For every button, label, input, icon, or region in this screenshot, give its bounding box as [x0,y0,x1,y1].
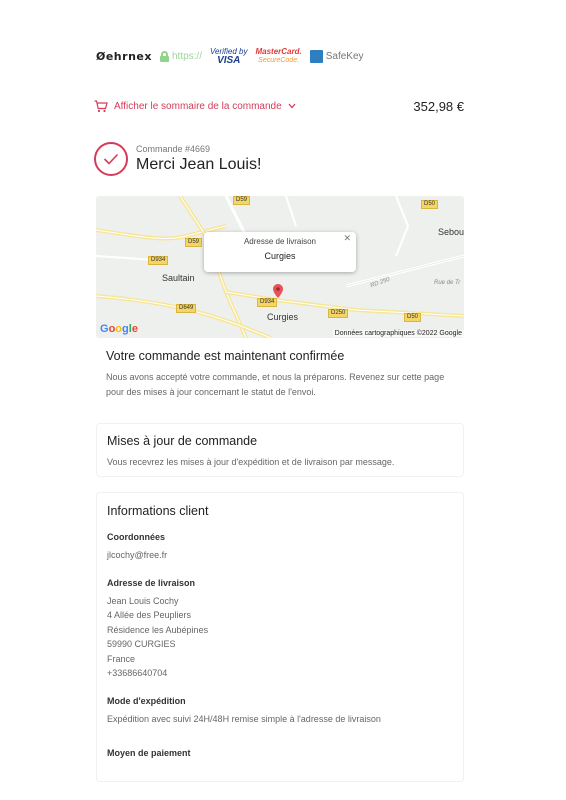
road-label: D934 [148,256,168,265]
shipping-address [107,594,453,681]
confirmation-header [94,142,261,176]
order-summary-bar [94,96,464,116]
map-attribution: Données cartographiques ©2022 Google [334,330,462,337]
order-updates-text: Vous recevrez les mises à jour d'expédition et de livraison par message. [107,457,395,467]
client-info-card [96,492,464,782]
order-updates-title: Mises à jour de commande [107,434,258,448]
street-label: Rue de Tr [434,280,461,286]
map-pin-icon[interactable] [273,284,283,298]
road-label: D59 [233,196,250,205]
address-line: France [107,653,136,664]
close-icon[interactable]: ✕ [343,233,351,243]
address-line: 59990 CURGIES [107,639,176,649]
road-name: RD 250 [369,276,391,290]
verified-by-visa-logo: Verified by VISA [209,47,248,66]
place-label: Curgies [267,312,299,322]
payment-method-label: Moyen de paiement [107,748,191,758]
contact-label: Coordonnées [107,532,166,542]
https-badge [160,51,202,62]
order-confirmed-card [96,346,464,410]
road-label: D649 [176,304,196,313]
popup-city: Curgies [264,251,296,261]
place-label: Saultain [162,273,195,283]
order-updates-card [96,423,464,477]
road-label: D250 [328,309,348,318]
thank-you-heading: Merci Jean Louis! [136,156,262,173]
mastercard-securecode-logo: MasterCard. SecureCode. [255,47,302,64]
road-label: D934 [257,298,277,307]
shipping-address-label: Adresse de livraison [107,577,196,588]
address-line: Résidence les Aubépines [107,624,209,635]
trust-badges [96,44,364,68]
lock-icon [160,51,169,62]
delivery-map[interactable] [96,196,464,338]
address-line: Jean Louis Cochy [107,595,179,606]
road-label: D50 [404,313,421,322]
popup-title: Adresse de livraison [243,237,317,246]
check-circle-icon [94,142,128,176]
shipping-method-label: Mode d'expédition [107,695,186,706]
order-total: 352,98 € [413,98,464,114]
https-label: https:// [171,50,202,62]
place-label: Sebou [438,227,464,237]
cart-icon [94,100,108,113]
amex-icon [310,50,323,63]
map-info-popup [204,232,356,272]
brand-logo: Øehrnex [96,49,152,63]
contact-email: jlcochy@free.fr [107,550,168,560]
order-confirmed-title: Votre commande est maintenant confirmée [106,349,345,363]
road-label: D59 [185,238,202,247]
road-label: D50 [421,200,438,209]
order-summary-label: Afficher le sommaire de la commande [114,100,282,112]
order-summary-toggle[interactable] [94,100,296,113]
order-number: Commande #4669 [136,144,211,154]
chevron-down-icon [288,101,296,112]
shipping-method: Expédition avec suivi 24H/48H remise simple à l'adresse de livraison [107,713,381,724]
address-line: +33686640704 [107,668,168,678]
google-logo[interactable]: Google [100,323,138,335]
amex-safekey-logo: SafeKey [310,50,364,63]
address-line: 4 Allée des Peupliers [107,610,192,620]
client-info-title: Informations client [107,504,209,518]
order-confirmed-text: Nous avons accepté votre commande, et nous la préparons. Revenez sur cette page pour des mises à jour concernant le statut de l'envoi. [106,372,445,397]
